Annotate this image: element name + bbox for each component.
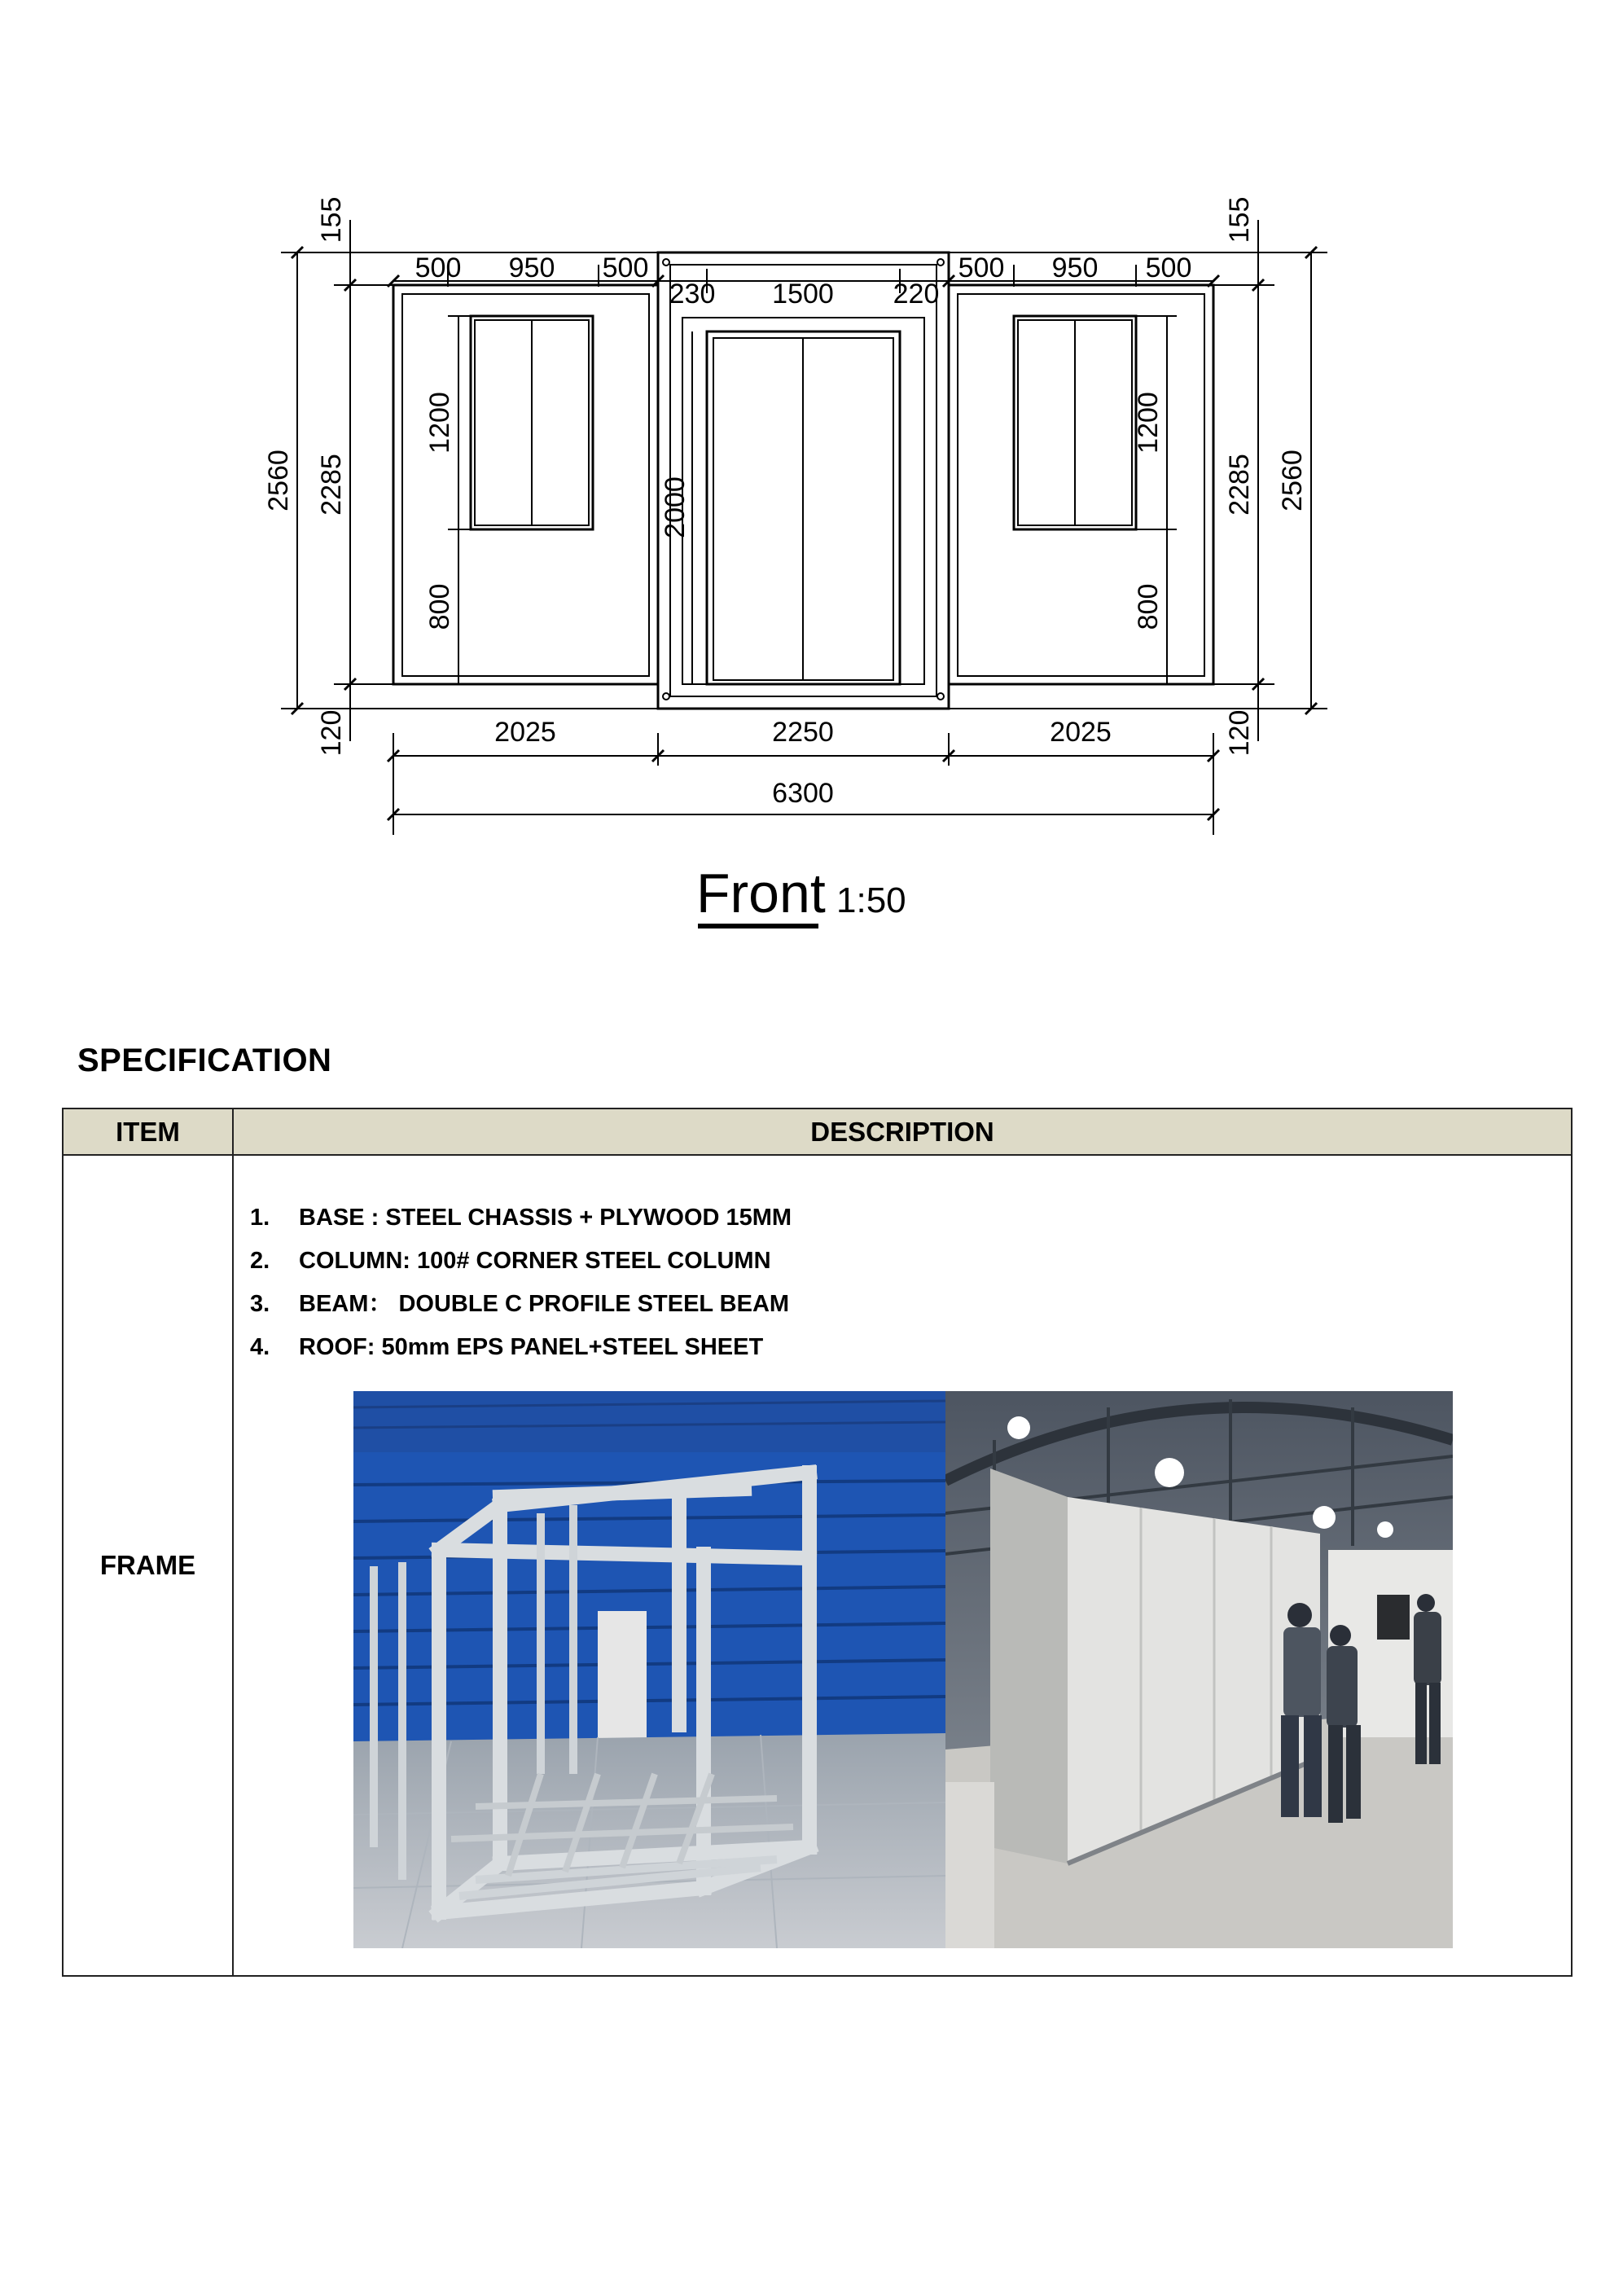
dim-right-outer: 2560 (1277, 450, 1308, 511)
list-item: 3. BEAM： DOUBLE C PROFILE STEEL BEAM (250, 1291, 790, 1317)
dim-total-width: 6300 (772, 778, 834, 809)
dim-left-window: 1200 (424, 392, 455, 454)
col-item-header: ITEM (63, 1108, 233, 1155)
row-item-frame: FRAME (63, 1155, 233, 1976)
dim-right-bottom: 120 (1224, 709, 1255, 757)
dim-right-inner: 2285 (1224, 454, 1255, 516)
row-description-frame (233, 1155, 1572, 1976)
dim-right-top: 155 (1224, 196, 1255, 244)
dim-top-right-1: 500 (958, 252, 1005, 283)
dim-top-left-3: 500 (602, 252, 649, 283)
spec-list (234, 1196, 1571, 1369)
dim-top-right-2: 950 (1051, 252, 1099, 283)
dim-module-center: 2250 (772, 717, 834, 748)
right-module-outline (949, 285, 1213, 684)
drawing-title: Front (696, 863, 826, 924)
drawing-scale: 1:50 (836, 880, 906, 920)
dim-top-left-1: 500 (415, 252, 462, 283)
dim-top-left-2: 950 (508, 252, 555, 283)
list-item: 4. ROOF: 50mm EPS PANEL+STEEL SHEET (250, 1334, 764, 1360)
dim-door-height: 2000 (660, 476, 691, 538)
dim-left-bottom: 120 (316, 709, 347, 757)
spec-heading: SPECIFICATION (77, 1043, 332, 1078)
steel-frame-photo (353, 1391, 945, 1948)
dim-left-inner: 2285 (316, 454, 347, 516)
dim-top-center-3: 220 (893, 279, 940, 309)
dim-top-center-1: 230 (669, 279, 716, 309)
dim-right-sill: 800 (1133, 583, 1164, 630)
dim-top-center-2: 1500 (772, 279, 834, 309)
list-item: 2. COLUMN: 100# CORNER STEEL COLUMN (250, 1248, 771, 1274)
dim-top-right-3: 500 (1145, 252, 1192, 283)
dim-left-sill: 800 (424, 583, 455, 630)
dim-right-window: 1200 (1133, 392, 1164, 454)
dim-module-left: 2025 (494, 717, 556, 748)
dim-left-outer: 2560 (263, 450, 294, 511)
front-elevation-drawing (0, 0, 1623, 961)
frame-photos (353, 1391, 1453, 1948)
dim-left-top: 155 (316, 196, 347, 244)
list-item: 1. BASE : STEEL CHASSIS + PLYWOOD 15MM (250, 1205, 792, 1231)
table-row (63, 1155, 1572, 1976)
col-description-header: DESCRIPTION (233, 1108, 1572, 1155)
folding-container-photo (945, 1391, 1453, 1948)
dim-module-right: 2025 (1050, 717, 1112, 748)
spec-table (62, 1108, 1573, 1977)
